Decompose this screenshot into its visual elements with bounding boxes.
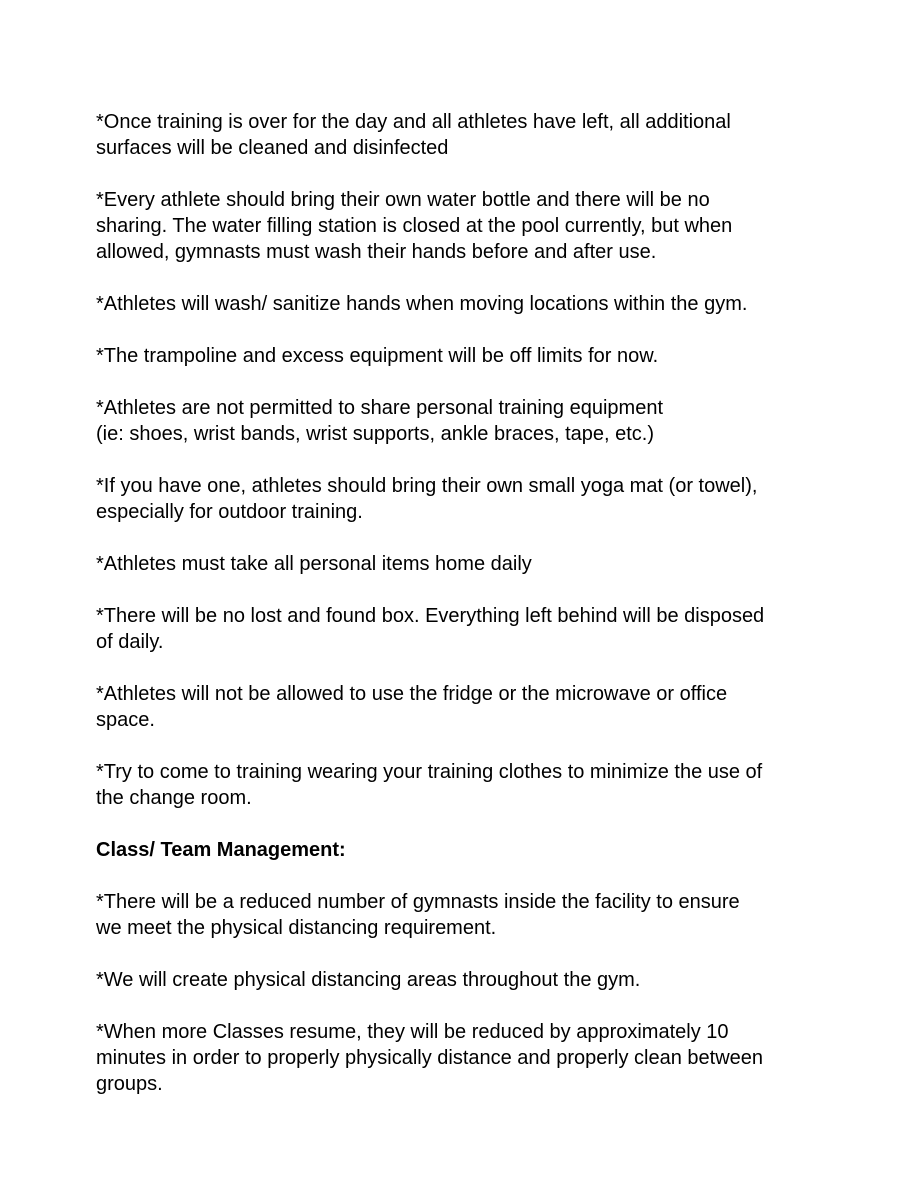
text-line: *Once training is over for the day and all athletes have left, all additional [96, 111, 731, 133]
text-line: minutes in order to properly physically distance and properly clean between [96, 1047, 764, 1069]
text-line: *Athletes are not permitted to share personal training equipment [96, 397, 664, 419]
text-line: surfaces will be cleaned and disinfected [96, 137, 449, 159]
paragraph-lost-and-found [96, 603, 836, 655]
text-line: *When more Classes resume, they will be reduced by approximately 10 [96, 1021, 729, 1043]
text-line: *There will be a reduced number of gymnasts inside the facility to ensure [96, 891, 740, 913]
text-line: space. [96, 709, 155, 731]
text-line: *We will create physical distancing areas throughout the gym. [96, 969, 641, 991]
paragraph-reduced-gymnasts [96, 889, 836, 941]
document-page [96, 109, 836, 1123]
text-line: *The trampoline and excess equipment will be off limits for now. [96, 345, 659, 367]
text-line: (ie: shoes, wrist bands, wrist supports, ankle braces, tape, etc.) [96, 423, 655, 445]
paragraph-fridge-microwave [96, 681, 836, 733]
text-line: *Athletes will not be allowed to use the fridge or the microwave or office [96, 683, 728, 705]
text-line: especially for outdoor training. [96, 501, 363, 523]
paragraph-equipment-sharing [96, 395, 836, 447]
text-line: allowed, gymnasts must wash their hands before and after use. [96, 241, 657, 263]
paragraph-water-bottle [96, 187, 836, 265]
text-line: *If you have one, athletes should bring their own small yoga mat (or towel), [96, 475, 758, 497]
paragraph-training-clothes [96, 759, 836, 811]
paragraph-hand-sanitize [96, 291, 836, 317]
text-line: we meet the physical distancing requirement. [96, 917, 497, 939]
text-line: the change room. [96, 787, 252, 809]
text-line: of daily. [96, 631, 164, 653]
paragraph-trampoline [96, 343, 836, 369]
heading-text: Class/ Team Management: [96, 839, 346, 861]
section-heading [96, 837, 836, 863]
paragraph-personal-items [96, 551, 836, 577]
text-line: *Every athlete should bring their own water bottle and there will be no [96, 189, 710, 211]
text-line: *Try to come to training wearing your training clothes to minimize the use of [96, 761, 763, 783]
paragraph-distancing-areas [96, 967, 836, 993]
text-line: groups. [96, 1073, 163, 1095]
text-line: *Athletes must take all personal items home daily [96, 553, 532, 575]
paragraph-cleaning [96, 109, 836, 161]
text-line: *There will be no lost and found box. Everything left behind will be disposed [96, 605, 765, 627]
paragraph-yoga-mat [96, 473, 836, 525]
text-line: *Athletes will wash/ sanitize hands when moving locations within the gym. [96, 293, 748, 315]
text-line: sharing. The water filling station is closed at the pool currently, but when [96, 215, 733, 237]
paragraph-classes-resume [96, 1019, 836, 1097]
